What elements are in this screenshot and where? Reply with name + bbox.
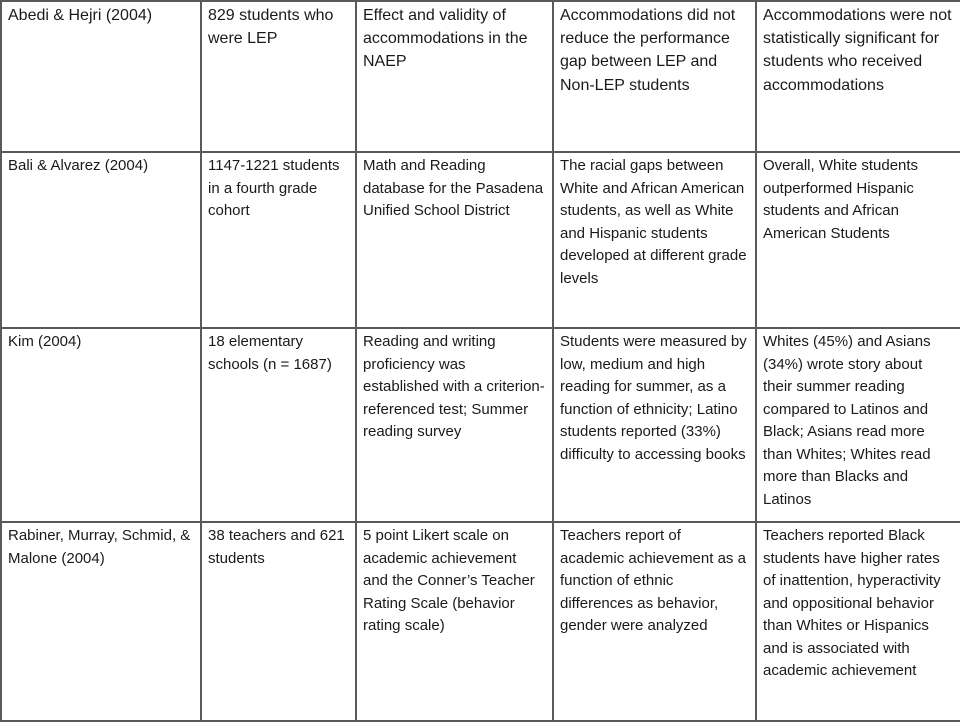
cell-measure: Math and Reading database for the Pasadena Unified School District <box>356 152 553 328</box>
cell-analysis: Accommodations did not reduce the performance gap between LEP and Non-LEP students <box>553 1 756 152</box>
table-row <box>1 1 960 152</box>
cell-measure: 5 point Likert scale on academic achievement and the Conner’s Teacher Rating Scale (behavior rating scale) <box>356 522 553 721</box>
table-row <box>1 152 960 328</box>
cell-findings: Accommodations were not statistically significant for students who received accommodations <box>756 1 960 152</box>
table-row <box>1 328 960 522</box>
cell-sample: 18 elementary schools (n = 1687) <box>201 328 356 522</box>
cell-findings: Whites (45%) and Asians (34%) wrote story about their summer reading compared to Latinos and Black; Asians read more than Whites; Whites read more than Blacks and Latinos <box>756 328 960 522</box>
table-row <box>1 522 960 721</box>
cell-citation: Rabiner, Murray, Schmid, & Malone (2004) <box>1 522 201 721</box>
cell-citation: Bali & Alvarez (2004) <box>1 152 201 328</box>
cell-analysis: Students were measured by low, medium and high reading for summer, as a function of ethnicity; Latino students reported (33%) difficulty to accessing books <box>553 328 756 522</box>
cell-analysis: Teachers report of academic achievement as a function of ethnic differences as behavior, gender were analyzed <box>553 522 756 721</box>
cell-sample: 829 students who were LEP <box>201 1 356 152</box>
cell-citation: Kim (2004) <box>1 328 201 522</box>
cell-analysis: The racial gaps between White and African American students, as well as White and Hispanic students developed at different grade levels <box>553 152 756 328</box>
cell-measure: Reading and writing proficiency was established with a criterion-referenced test; Summer reading survey <box>356 328 553 522</box>
cell-findings: Overall, White students outperformed Hispanic students and African American Students <box>756 152 960 328</box>
cell-citation: Abedi & Hejri (2004) <box>1 1 201 152</box>
cell-sample: 1147-1221 students in a fourth grade cohort <box>201 152 356 328</box>
cell-findings: Teachers reported Black students have higher rates of inattention, hyperactivity and oppositional behavior than Whites or Hispanics and is associated with academic achievement <box>756 522 960 721</box>
cell-sample: 38 teachers and 621 students <box>201 522 356 721</box>
cell-measure: Effect and validity of accommodations in the NAEP <box>356 1 553 152</box>
